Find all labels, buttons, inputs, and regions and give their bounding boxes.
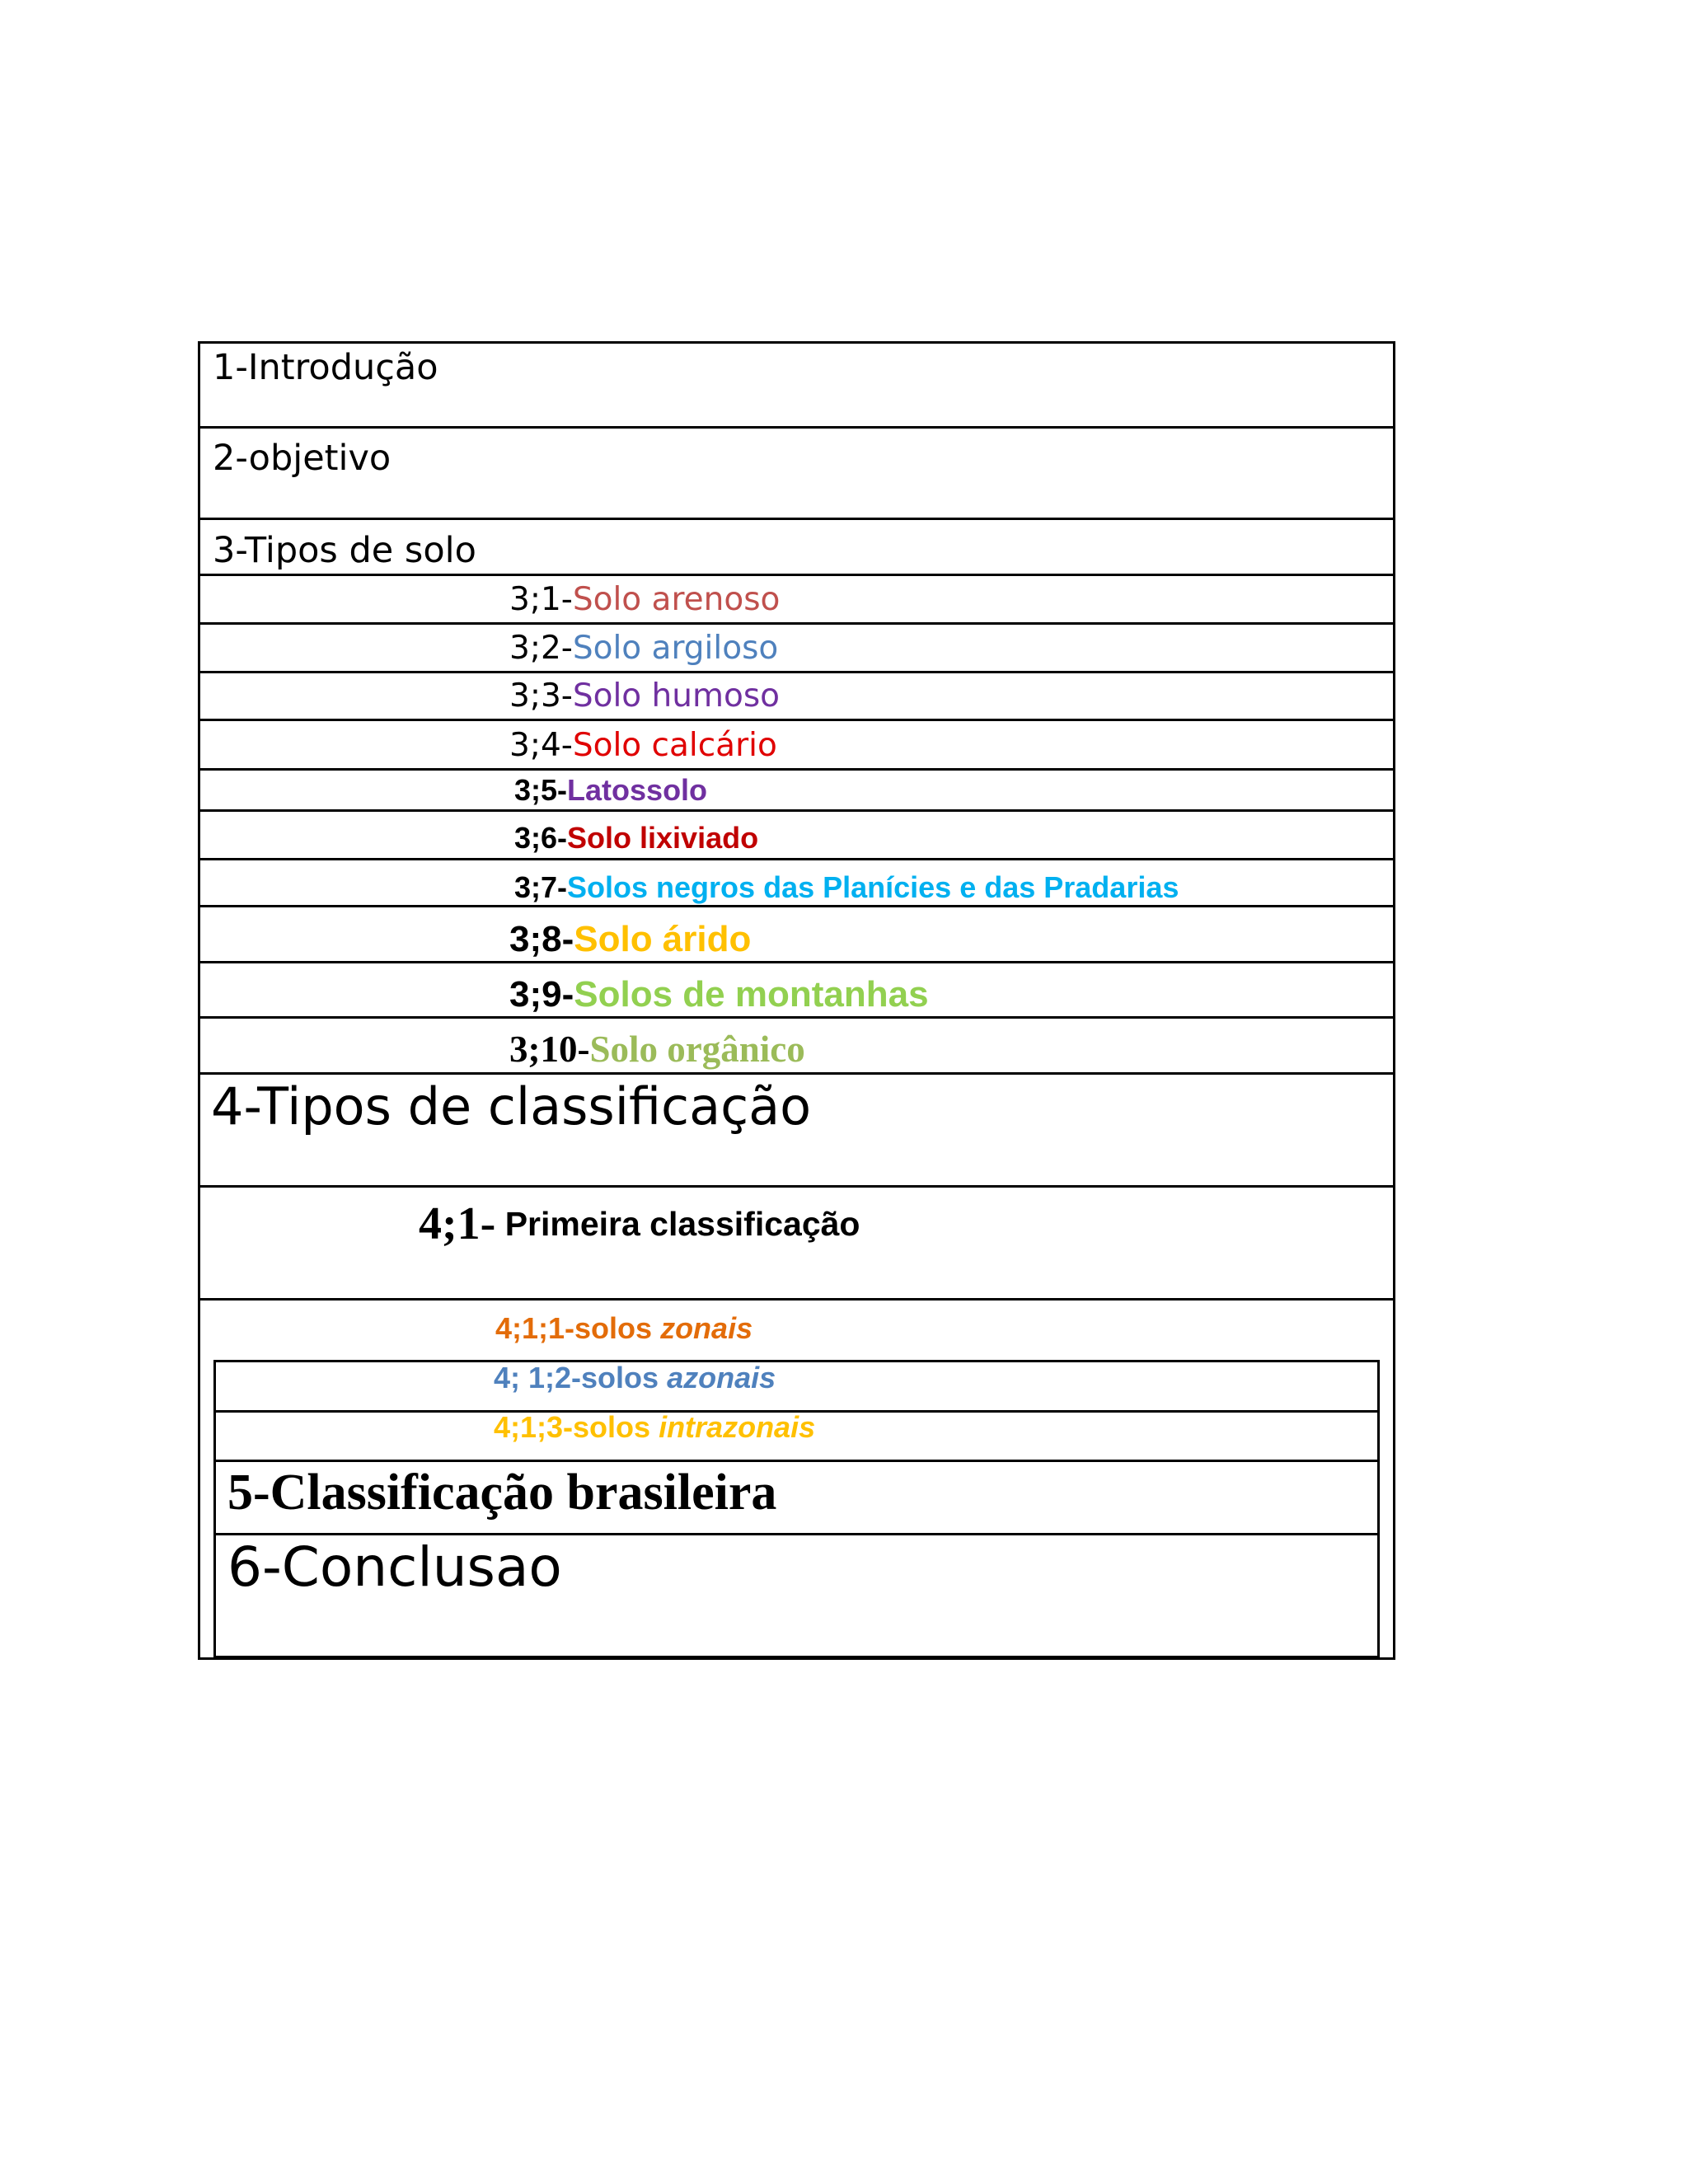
toc-entry-solo-humoso[interactable] — [509, 677, 781, 715]
toc-entry-conclusao[interactable] — [227, 1535, 562, 1599]
toc-entry-number: 4;1;3-solos — [494, 1410, 659, 1444]
toc-entry-solo-argiloso[interactable] — [509, 630, 779, 667]
toc-entry-number: 3;5- — [514, 773, 568, 807]
toc-entry-number: 3;8- — [509, 919, 574, 959]
toc-entry-solos-negros[interactable] — [514, 870, 1179, 904]
toc-entry-number: 4; 1;2-solos — [494, 1361, 668, 1394]
toc-entry-tipos-de-solo[interactable] — [213, 530, 476, 571]
toc-entry-number: 3;10- — [509, 1029, 590, 1070]
toc-entry-introducao[interactable] — [213, 347, 438, 388]
row-divider — [198, 719, 1395, 721]
row-divider — [198, 622, 1395, 625]
row-divider — [198, 426, 1395, 429]
toc-entry-label: Primeira classificação — [495, 1205, 860, 1243]
toc-entry-solos-de-montanhas[interactable] — [509, 974, 929, 1015]
toc-entry-label: 4-Tipos de classificação — [211, 1076, 812, 1137]
toc-entry-label: 6-Conclusao — [227, 1535, 562, 1599]
toc-entry-label: Solo argiloso — [572, 630, 779, 667]
row-divider — [198, 574, 1395, 576]
toc-entry-number: 4;1- — [419, 1198, 496, 1249]
toc-entry-solos-intrazonais[interactable] — [494, 1410, 816, 1444]
row-divider — [198, 858, 1395, 860]
toc-entry-label: Solos de montanhas — [574, 974, 929, 1015]
toc-entry-number: 3;6- — [514, 821, 568, 855]
row-divider — [198, 1185, 1395, 1188]
row-divider — [198, 768, 1395, 771]
row-divider — [198, 671, 1395, 673]
toc-entry-label: Solo calcário — [572, 727, 777, 764]
toc-entry-number: 3;9- — [509, 974, 574, 1015]
toc-entry-solos-azonais[interactable] — [494, 1363, 776, 1393]
toc-entry-number: 3;4- — [509, 727, 573, 764]
toc-entry-number: 3;2- — [509, 630, 573, 667]
toc-entry-label: 5-Classificação brasileira — [227, 1465, 777, 1521]
row-divider — [198, 905, 1395, 907]
toc-entry-label: 2-objetivo — [213, 438, 392, 479]
toc-entry-label: azonais — [667, 1361, 776, 1394]
toc-entry-solo-lixiviado[interactable] — [514, 823, 758, 853]
toc-entry-solo-arenoso[interactable] — [509, 583, 780, 616]
toc-entry-label: 1-Introdução — [213, 347, 438, 388]
toc-entry-solo-organico[interactable] — [509, 1031, 805, 1068]
toc-entry-label: 3-Tipos de solo — [213, 530, 476, 571]
toc-entry-number: 3;1- — [509, 581, 573, 618]
toc-entry-label: Latossolo — [567, 773, 708, 807]
toc-entry-label: Solo orgânico — [589, 1029, 805, 1070]
toc-entry-solo-calcario[interactable] — [509, 729, 777, 762]
toc-entry-solos-zonais[interactable] — [495, 1311, 753, 1345]
toc-entry-label: Solo arenoso — [572, 581, 781, 618]
toc-entry-latossolo[interactable] — [514, 773, 708, 807]
row-divider — [198, 1016, 1395, 1019]
toc-entry-tipos-de-classificacao[interactable] — [211, 1076, 812, 1137]
toc-entry-label: intrazonais — [659, 1410, 816, 1444]
toc-entry-label: Solo árido — [574, 919, 752, 959]
toc-entry-label: Solos negros das Planícies e das Pradarias — [567, 870, 1179, 904]
row-divider — [213, 1460, 1380, 1462]
row-divider — [198, 518, 1395, 520]
toc-entry-label: Solo humoso — [572, 677, 781, 715]
toc-entry-label: zonais — [660, 1311, 753, 1345]
toc-entry-objetivo[interactable] — [213, 438, 392, 479]
toc-entry-solo-arido[interactable] — [509, 921, 751, 958]
toc-entry-number: 3;3- — [509, 677, 573, 715]
row-divider — [198, 961, 1395, 963]
toc-entry-classificacao-brasileira[interactable] — [227, 1465, 777, 1521]
toc-entry-label: Solo lixiviado — [567, 821, 759, 855]
row-divider — [198, 809, 1395, 812]
toc-entry-primeira-classificacao[interactable] — [419, 1200, 860, 1247]
toc-entry-number: 3;7- — [514, 870, 568, 904]
row-divider — [198, 1298, 1395, 1301]
toc-entry-number: 4;1;1-solos — [495, 1311, 661, 1345]
row-divider — [198, 1072, 1395, 1075]
